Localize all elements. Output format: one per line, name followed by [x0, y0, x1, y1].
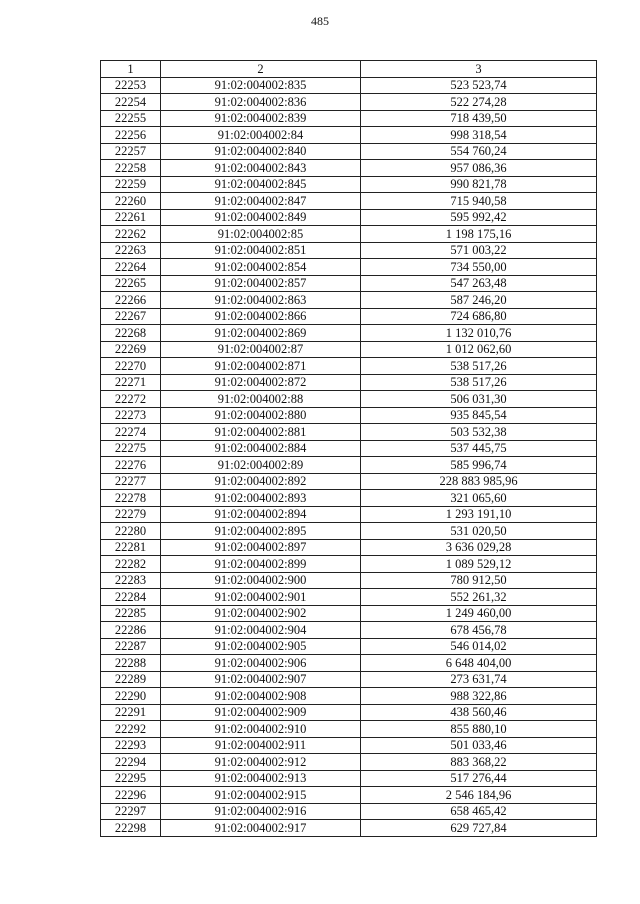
- cadastral-number-cell: 91:02:004002:895: [161, 523, 361, 540]
- table-row: [101, 688, 597, 705]
- table-row: [101, 787, 597, 804]
- value-cell: 1 132 010,76: [361, 325, 597, 342]
- row-number-cell: 22255: [101, 110, 161, 127]
- row-number-cell: 22274: [101, 424, 161, 441]
- value-cell: 587 246,20: [361, 292, 597, 309]
- cadastral-number-cell: 91:02:004002:913: [161, 770, 361, 787]
- table-row: [101, 77, 597, 94]
- cadastral-number-cell: 91:02:004002:880: [161, 407, 361, 424]
- table-row: [101, 605, 597, 622]
- cadastral-number-cell: 91:02:004002:884: [161, 440, 361, 457]
- row-number-cell: 22266: [101, 292, 161, 309]
- value-cell: 228 883 985,96: [361, 473, 597, 490]
- cadastral-number-cell: 91:02:004002:902: [161, 605, 361, 622]
- value-cell: 935 845,54: [361, 407, 597, 424]
- row-number-cell: 22272: [101, 391, 161, 408]
- table-row: [101, 622, 597, 639]
- table-row: [101, 721, 597, 738]
- value-cell: 538 517,26: [361, 358, 597, 375]
- value-cell: 537 445,75: [361, 440, 597, 457]
- cadastral-number-cell: 91:02:004002:909: [161, 704, 361, 721]
- cadastral-number-cell: 91:02:004002:857: [161, 275, 361, 292]
- row-number-cell: 22289: [101, 671, 161, 688]
- row-number-cell: 22283: [101, 572, 161, 589]
- value-cell: 1 198 175,16: [361, 226, 597, 243]
- value-cell: 503 532,38: [361, 424, 597, 441]
- row-number-cell: 22270: [101, 358, 161, 375]
- table-row: [101, 242, 597, 259]
- row-number-cell: 22276: [101, 457, 161, 474]
- row-number-cell: 22269: [101, 341, 161, 358]
- row-number-cell: 22264: [101, 259, 161, 276]
- value-cell: 273 631,74: [361, 671, 597, 688]
- value-cell: 629 727,84: [361, 820, 597, 837]
- table-row: [101, 556, 597, 573]
- value-cell: 523 523,74: [361, 77, 597, 94]
- cadastral-number-cell: 91:02:004002:906: [161, 655, 361, 672]
- value-cell: 571 003,22: [361, 242, 597, 259]
- row-number-cell: 22285: [101, 605, 161, 622]
- value-cell: 988 322,86: [361, 688, 597, 705]
- cadastral-number-cell: 91:02:004002:905: [161, 638, 361, 655]
- cadastral-number-cell: 91:02:004002:839: [161, 110, 361, 127]
- row-number-cell: 22286: [101, 622, 161, 639]
- value-cell: 998 318,54: [361, 127, 597, 144]
- row-number-cell: 22273: [101, 407, 161, 424]
- table-row: [101, 671, 597, 688]
- cadastral-number-cell: 91:02:004002:910: [161, 721, 361, 738]
- value-cell: 2 546 184,96: [361, 787, 597, 804]
- cadastral-number-cell: 91:02:004002:901: [161, 589, 361, 606]
- value-cell: 547 263,48: [361, 275, 597, 292]
- table-row: [101, 226, 597, 243]
- cadastral-number-cell: 91:02:004002:89: [161, 457, 361, 474]
- row-number-cell: 22271: [101, 374, 161, 391]
- row-number-cell: 22267: [101, 308, 161, 325]
- table-row: [101, 308, 597, 325]
- table-row: [101, 358, 597, 375]
- cadastral-number-cell: 91:02:004002:835: [161, 77, 361, 94]
- row-number-cell: 22284: [101, 589, 161, 606]
- table-row: [101, 94, 597, 111]
- row-number-cell: 22268: [101, 325, 161, 342]
- value-cell: 1 249 460,00: [361, 605, 597, 622]
- cadastral-number-cell: 91:02:004002:899: [161, 556, 361, 573]
- table-row: [101, 325, 597, 342]
- table-body: [101, 77, 597, 836]
- value-cell: 658 465,42: [361, 803, 597, 820]
- table-row: [101, 655, 597, 672]
- table-row: [101, 737, 597, 754]
- row-number-cell: 22297: [101, 803, 161, 820]
- row-number-cell: 22280: [101, 523, 161, 540]
- cadastral-number-cell: 91:02:004002:892: [161, 473, 361, 490]
- value-cell: 678 456,78: [361, 622, 597, 639]
- value-cell: 855 880,10: [361, 721, 597, 738]
- table-row: [101, 407, 597, 424]
- value-cell: 501 033,46: [361, 737, 597, 754]
- cadastral-number-cell: 91:02:004002:84: [161, 127, 361, 144]
- row-number-cell: 22278: [101, 490, 161, 507]
- table-row: [101, 638, 597, 655]
- cadastral-number-cell: 91:02:004002:849: [161, 209, 361, 226]
- cadastral-number-cell: 91:02:004002:871: [161, 358, 361, 375]
- value-cell: 546 014,02: [361, 638, 597, 655]
- table-row: [101, 770, 597, 787]
- cadastral-number-cell: 91:02:004002:900: [161, 572, 361, 589]
- cadastral-number-cell: 91:02:004002:85: [161, 226, 361, 243]
- column-header-2: 2: [161, 61, 361, 78]
- row-number-cell: 22290: [101, 688, 161, 705]
- row-number-cell: 22287: [101, 638, 161, 655]
- cadastral-number-cell: 91:02:004002:908: [161, 688, 361, 705]
- column-header-1: 1: [101, 61, 161, 78]
- cadastral-number-cell: 91:02:004002:904: [161, 622, 361, 639]
- table-row: [101, 275, 597, 292]
- row-number-cell: 22259: [101, 176, 161, 193]
- cadastral-number-cell: 91:02:004002:845: [161, 176, 361, 193]
- row-number-cell: 22281: [101, 539, 161, 556]
- row-number-cell: 22293: [101, 737, 161, 754]
- value-cell: 957 086,36: [361, 160, 597, 177]
- table-row: [101, 143, 597, 160]
- value-cell: 883 368,22: [361, 754, 597, 771]
- row-number-cell: 22258: [101, 160, 161, 177]
- table-row: [101, 391, 597, 408]
- value-cell: 718 439,50: [361, 110, 597, 127]
- value-cell: 531 020,50: [361, 523, 597, 540]
- table-row: [101, 259, 597, 276]
- cadastral-number-cell: 91:02:004002:866: [161, 308, 361, 325]
- table-row: [101, 803, 597, 820]
- table-row: [101, 704, 597, 721]
- table-row: [101, 424, 597, 441]
- cadastral-number-cell: 91:02:004002:854: [161, 259, 361, 276]
- value-cell: 6 648 404,00: [361, 655, 597, 672]
- row-number-cell: 22295: [101, 770, 161, 787]
- table-row: [101, 506, 597, 523]
- row-number-cell: 22260: [101, 193, 161, 210]
- row-number-cell: 22288: [101, 655, 161, 672]
- table-row: [101, 754, 597, 771]
- page-number: 485: [311, 14, 329, 28]
- cadastral-number-cell: 91:02:004002:840: [161, 143, 361, 160]
- value-cell: 517 276,44: [361, 770, 597, 787]
- table-row: [101, 341, 597, 358]
- value-cell: 506 031,30: [361, 391, 597, 408]
- value-cell: 438 560,46: [361, 704, 597, 721]
- table-row: [101, 160, 597, 177]
- cadastral-number-cell: 91:02:004002:916: [161, 803, 361, 820]
- cadastral-number-cell: 91:02:004002:897: [161, 539, 361, 556]
- value-cell: 595 992,42: [361, 209, 597, 226]
- value-cell: 1 012 062,60: [361, 341, 597, 358]
- cadastral-number-cell: 91:02:004002:915: [161, 787, 361, 804]
- table-row: [101, 292, 597, 309]
- cadastral-number-cell: 91:02:004002:912: [161, 754, 361, 771]
- row-number-cell: 22253: [101, 77, 161, 94]
- row-number-cell: 22257: [101, 143, 161, 160]
- row-number-cell: 22291: [101, 704, 161, 721]
- cadastral-number-cell: 91:02:004002:851: [161, 242, 361, 259]
- registry-table: [100, 60, 597, 837]
- value-cell: 554 760,24: [361, 143, 597, 160]
- row-number-cell: 22277: [101, 473, 161, 490]
- value-cell: 522 274,28: [361, 94, 597, 111]
- value-cell: 1 089 529,12: [361, 556, 597, 573]
- row-number-cell: 22279: [101, 506, 161, 523]
- table-row: [101, 110, 597, 127]
- value-cell: 585 996,74: [361, 457, 597, 474]
- row-number-cell: 22265: [101, 275, 161, 292]
- table-row: [101, 572, 597, 589]
- table-row: [101, 440, 597, 457]
- value-cell: 715 940,58: [361, 193, 597, 210]
- table-row: [101, 539, 597, 556]
- cadastral-number-cell: 91:02:004002:894: [161, 506, 361, 523]
- value-cell: 321 065,60: [361, 490, 597, 507]
- value-cell: 552 261,32: [361, 589, 597, 606]
- row-number-cell: 22282: [101, 556, 161, 573]
- value-cell: 780 912,50: [361, 572, 597, 589]
- value-cell: 1 293 191,10: [361, 506, 597, 523]
- row-number-cell: 22292: [101, 721, 161, 738]
- cadastral-number-cell: 91:02:004002:836: [161, 94, 361, 111]
- table-row: [101, 209, 597, 226]
- table-row: [101, 374, 597, 391]
- cadastral-number-cell: 91:02:004002:863: [161, 292, 361, 309]
- cadastral-number-cell: 91:02:004002:911: [161, 737, 361, 754]
- cadastral-number-cell: 91:02:004002:88: [161, 391, 361, 408]
- cadastral-number-cell: 91:02:004002:917: [161, 820, 361, 837]
- row-number-cell: 22256: [101, 127, 161, 144]
- column-header-3: 3: [361, 61, 597, 78]
- value-cell: 734 550,00: [361, 259, 597, 276]
- table-row: [101, 176, 597, 193]
- cadastral-number-cell: 91:02:004002:87: [161, 341, 361, 358]
- row-number-cell: 22294: [101, 754, 161, 771]
- table-row: [101, 589, 597, 606]
- cadastral-number-cell: 91:02:004002:843: [161, 160, 361, 177]
- row-number-cell: 22254: [101, 94, 161, 111]
- row-number-cell: 22298: [101, 820, 161, 837]
- value-cell: 538 517,26: [361, 374, 597, 391]
- table-row: [101, 473, 597, 490]
- cadastral-number-cell: 91:02:004002:881: [161, 424, 361, 441]
- table-row: [101, 127, 597, 144]
- row-number-cell: 22262: [101, 226, 161, 243]
- value-cell: 724 686,80: [361, 308, 597, 325]
- cadastral-number-cell: 91:02:004002:893: [161, 490, 361, 507]
- table-row: [101, 820, 597, 837]
- cadastral-number-cell: 91:02:004002:847: [161, 193, 361, 210]
- cadastral-number-cell: 91:02:004002:869: [161, 325, 361, 342]
- table-row: [101, 523, 597, 540]
- value-cell: 990 821,78: [361, 176, 597, 193]
- row-number-cell: 22263: [101, 242, 161, 259]
- row-number-cell: 22275: [101, 440, 161, 457]
- table-row: [101, 193, 597, 210]
- cadastral-number-cell: 91:02:004002:907: [161, 671, 361, 688]
- table-row: [101, 457, 597, 474]
- row-number-cell: 22261: [101, 209, 161, 226]
- value-cell: 3 636 029,28: [361, 539, 597, 556]
- table-row: [101, 490, 597, 507]
- row-number-cell: 22296: [101, 787, 161, 804]
- header-row: [101, 61, 597, 78]
- cadastral-number-cell: 91:02:004002:872: [161, 374, 361, 391]
